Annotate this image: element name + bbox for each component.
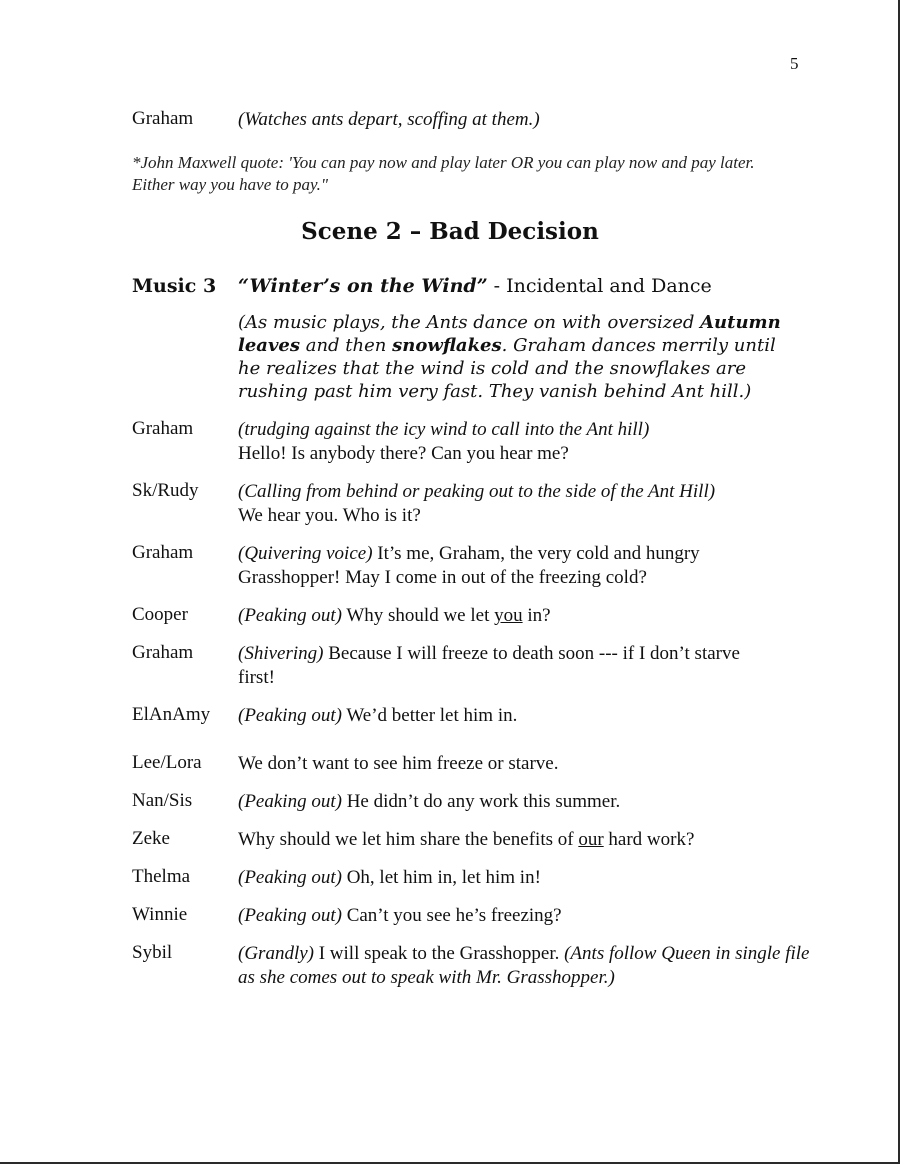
dialogue-text: He didn’t do any work this summer. — [341, 791, 621, 812]
dialogue-line — [238, 866, 808, 890]
speaker-name: Cooper — [132, 604, 188, 625]
stage-direction: (Watches ants depart, scoffing at them.) — [238, 109, 540, 130]
dialogue-text: We don’t want to see him freeze or starve. — [238, 753, 559, 774]
speaker-name: Winnie — [132, 904, 188, 925]
dialogue-text: Can’t you see he’s freezing? — [341, 905, 562, 926]
speaker-name: Graham — [132, 642, 194, 663]
stage-direction: (Shivering) — [238, 643, 324, 664]
stage-direction-emphasis: snowflakes — [392, 335, 502, 356]
dialogue-emphasis: you — [494, 605, 523, 626]
quote-note: *John Maxwell quote: 'You can pay now and play later OR you can play now and pay later. Either way you have to pay." — [132, 153, 755, 194]
speaker-name: Lee/Lora — [132, 752, 202, 773]
dialogue-line — [238, 604, 808, 628]
dialogue-text: I will speak to the Grasshopper. — [313, 943, 565, 964]
stage-direction: (Peaking out) — [238, 905, 342, 926]
stage-direction: (trudging against the icy wind to call into the Ant hill) — [238, 419, 650, 440]
dialogue-text: Why should we let — [341, 605, 495, 626]
music-cue — [238, 275, 808, 298]
speaker-name: Zeke — [132, 828, 170, 849]
stage-direction: (Grandly) — [238, 943, 314, 964]
stage-direction-text: . Graham dances merrily until he realizes that the wind is cold and the snowflakes are rushing past him very fast. They vanish behind Ant hill.) — [238, 335, 776, 402]
dialogue-text: We’d better let him in. — [341, 705, 518, 726]
dialogue-text: Why should we let him share the benefits of — [238, 829, 579, 850]
dialogue-line — [238, 704, 808, 728]
song-title: “Winter’s on the Wind” — [238, 275, 488, 297]
speaker-name: Nan/Sis — [132, 790, 193, 811]
stage-direction: (Calling from behind or peaking out to the side of the Ant Hill) — [238, 481, 716, 502]
dialogue-text: hard work? — [603, 829, 695, 850]
stage-direction: (Peaking out) — [238, 791, 342, 812]
dialogue-emphasis: our — [578, 829, 604, 850]
dialogue-line — [238, 480, 808, 528]
song-description: - Incidental and Dance — [487, 275, 712, 297]
dialogue-line — [238, 828, 808, 852]
dialogue-line — [238, 642, 778, 690]
dialogue-line — [238, 790, 808, 814]
stage-direction-text: and then — [300, 335, 393, 356]
speaker-name: Sybil — [132, 942, 173, 963]
dialogue-line — [238, 752, 808, 776]
stage-direction: (Peaking out) — [238, 605, 342, 626]
dialogue-text: It’s me, Graham, the very cold and hungry Grasshopper! May I come in out of the freezing cold? — [238, 543, 700, 588]
scene-title: Scene 2 – Bad Decision — [301, 218, 599, 245]
dialogue-text: Hello! Is anybody there? Can you hear me? — [238, 443, 569, 464]
stage-direction: (Ants follow Queen in single file as she comes out to speak with Mr. Grasshopper.) — [238, 943, 810, 988]
stage-direction: (Peaking out) — [238, 867, 342, 888]
speaker-name: Sk/Rudy — [132, 480, 199, 501]
stage-direction-paragraph — [238, 311, 798, 403]
speaker-name: Graham — [132, 418, 194, 439]
dialogue-line — [238, 542, 778, 590]
stage-direction: (Peaking out) — [238, 705, 342, 726]
stage-direction-emphasis: Autumn leaves — [238, 312, 781, 356]
dialogue-line — [238, 418, 808, 466]
speaker-name: Graham — [132, 542, 194, 563]
dialogue-line — [238, 904, 808, 928]
dialogue-text: Because I will freeze to death soon --- if I don’t starve first! — [238, 643, 740, 688]
dialogue-text: Oh, let him in, let him in! — [341, 867, 541, 888]
speaker-name: Thelma — [132, 866, 191, 887]
speaker-name: Graham — [132, 108, 194, 129]
dialogue-text: We hear you. Who is it? — [238, 505, 421, 526]
speaker-name: ElAnAmy — [132, 704, 211, 725]
dialogue-line — [238, 942, 813, 990]
page-number: 5 — [790, 54, 799, 73]
stage-direction-text: (As music plays, the Ants dance on with oversized — [238, 312, 701, 333]
stage-direction: (Quivering voice) — [238, 543, 373, 564]
dialogue-text: in? — [522, 605, 551, 626]
music-cue-label: Music 3 — [132, 275, 217, 297]
